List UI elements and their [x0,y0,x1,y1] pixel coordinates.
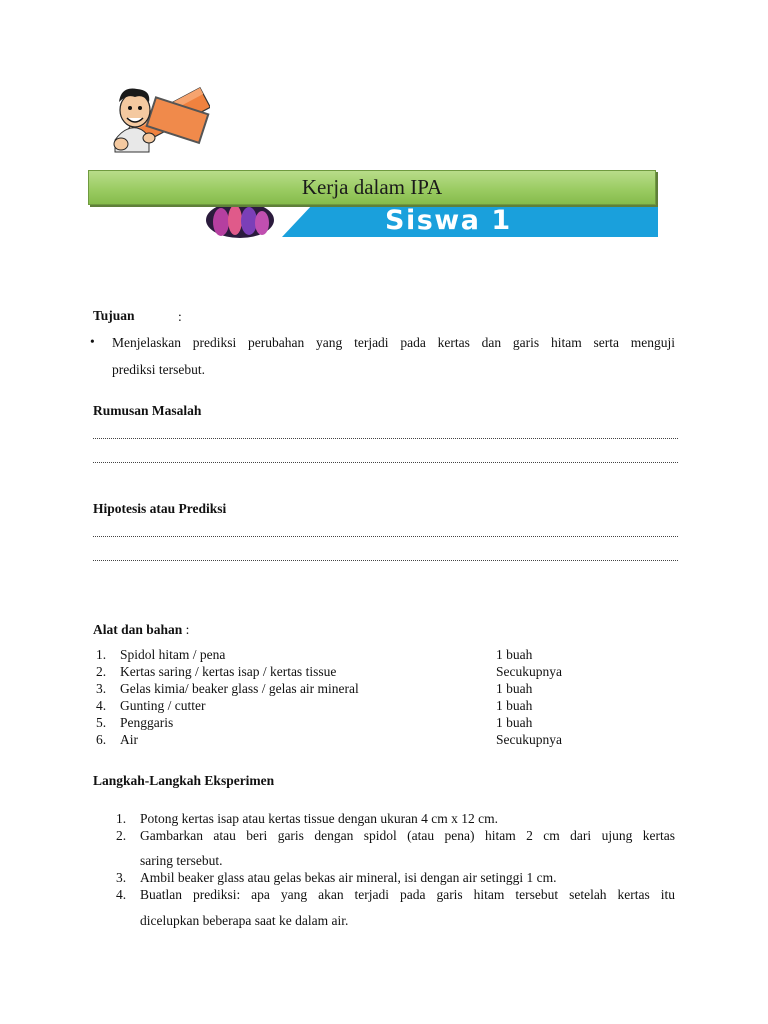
materials-table [96,647,562,749]
step-line: Gambarkan atau beri garis dengan spidol (atau pena) hitam 2 cm dari ujung kertas [140,828,675,843]
item-number: 2. [96,664,107,679]
item-name: Gunting / cutter [120,698,206,713]
item-qty: Secukupnya [496,664,562,679]
table-row [96,698,562,715]
hipotesis-label: Hipotesis atau Prediksi [93,501,227,516]
step-line: Potong kertas isap atau kertas tissue dengan ukuran 4 cm x 12 cm. [140,811,499,826]
step-number: 1. [116,811,127,826]
alat-heading [93,622,189,638]
tujuan-item-line2: prediksi tersebut. [112,362,205,377]
tujuan-item-line1: Menjelaskan prediksi perubahan yang terjadi pada kertas dan garis hitam serta menguji [112,335,675,350]
table-row [96,647,562,664]
item-name: Kertas saring / kertas isap / kertas tissue [120,664,337,679]
item-number: 4. [96,698,107,713]
item-qty: 1 buah [496,681,533,696]
banner-title-bar [88,170,656,205]
step-line-continued: dicelupkan beberapa saat ke dalam air. [140,913,349,928]
bullet-icon: • [90,334,95,349]
item-name: Gelas kimia/ beaker glass / gelas air mineral [120,681,359,696]
answer-line [93,536,678,537]
tujuan-label: Tujuan [93,308,135,323]
answer-line [93,462,678,463]
banner-people-icon [205,200,275,238]
table-row [96,664,562,681]
step-line: Buatlan prediksi: apa yang akan terjadi pada garis hitam tersebut setelah kertas itu [140,887,675,902]
banner-subtitle: Siswa 1 [385,205,512,236]
table-row [96,715,562,732]
alat-label: Alat dan bahan [93,622,183,637]
step-number: 3. [116,870,127,885]
item-name: Penggaris [120,715,174,730]
rumusan-label: Rumusan Masalah [93,403,202,418]
item-number: 1. [96,647,107,662]
step-line-continued: saring tersebut. [140,853,223,868]
step-number: 2. [116,828,127,843]
alat-colon: : [182,622,190,637]
item-qty: Secukupnya [496,732,562,747]
answer-line [93,438,678,439]
step-number: 4. [116,887,127,902]
item-qty: 1 buah [496,715,533,730]
item-number: 6. [96,732,107,747]
langkah-label: Langkah-Langkah Eksperimen [93,773,275,788]
item-number: 3. [96,681,107,696]
tujuan-colon: : [178,309,182,324]
answer-line [93,560,678,561]
item-number: 5. [96,715,107,730]
table-row [96,681,562,698]
page-title: Kerja dalam IPA [301,175,443,199]
step-line: Ambil beaker glass atau gelas bekas air mineral, isi dengan air setinggi 1 cm. [140,870,557,885]
item-name: Spidol hitam / pena [120,647,226,662]
pencil-boy-illustration [105,80,210,160]
table-row [96,732,562,749]
item-qty: 1 buah [496,647,533,662]
item-name: Air [120,732,138,747]
item-qty: 1 buah [496,698,533,713]
